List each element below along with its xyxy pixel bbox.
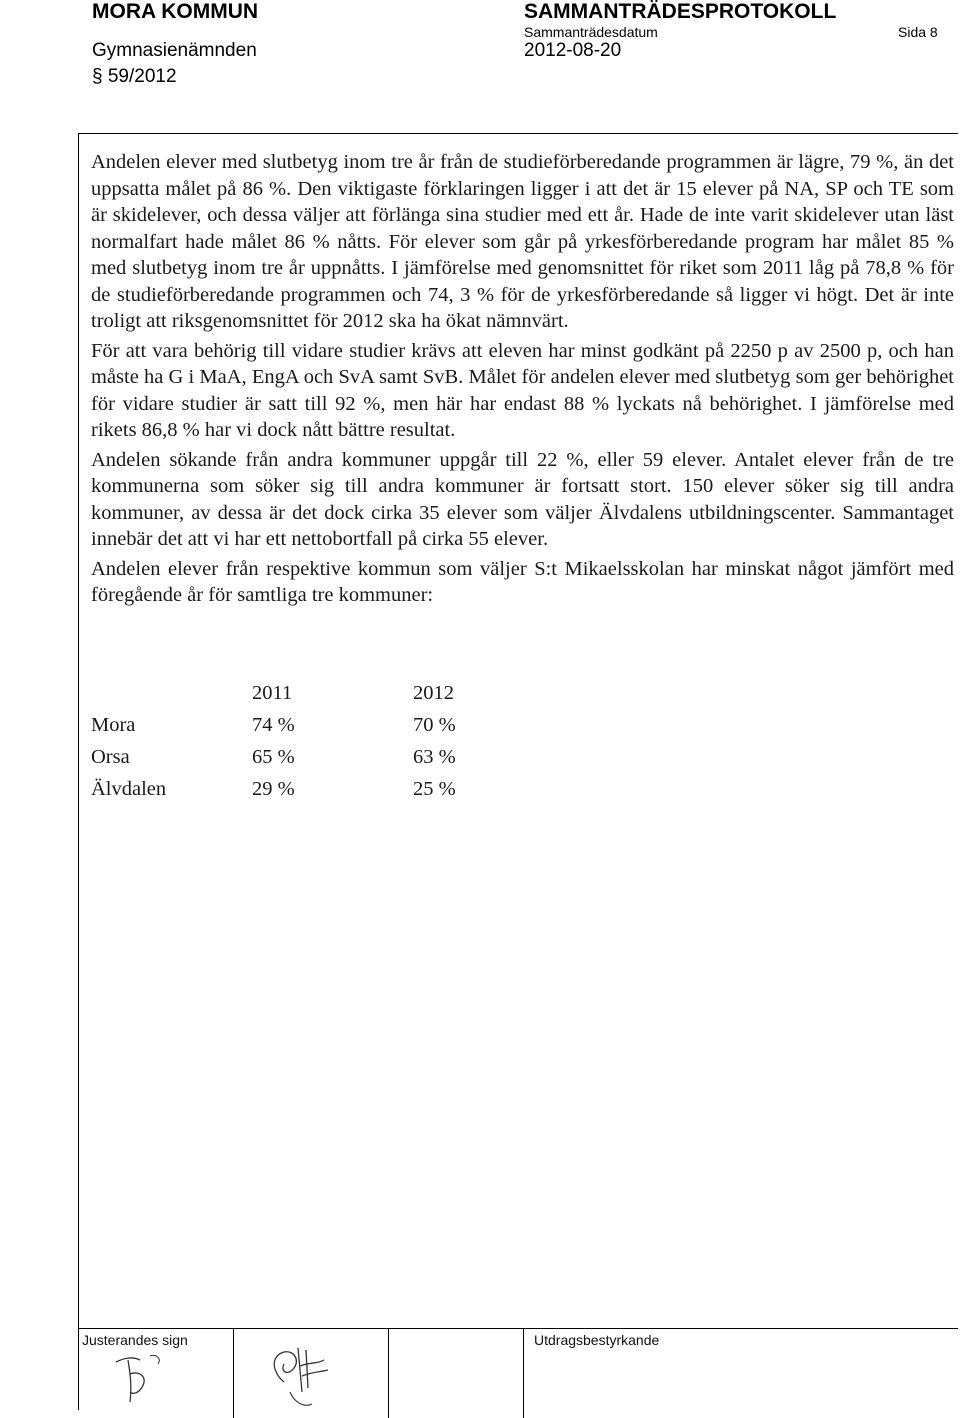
body-paragraph: Andelen sökande från andra kommuner uppgår till 22 %, eller 59 elever. Antalet elever från de tre kommunerna som söker sig till andra kommuner är fortsatt stort. 150 elever söker sig till andra kommuner, av dessa är det dock cirka 35 elever som väljer Älvdalens utbildningscenter. Sammantaget innebär det att vi har ett nettobortfall på cirka 55 elever.: [91, 448, 954, 550]
footer-separator: [523, 1328, 524, 1418]
signature-footer: [78, 1328, 958, 1418]
body-paragraph: Andelen elever med slutbetyg inom tre år från de studieförberedande programmen är lägre, 79 %, än det uppsatta målet på 86 %. Den viktigaste förklaringen ligger i att det är 15 elever på NA, SP och TE som är skidelever, och dessa väljer att förlänga sina studier med ett år. Hade de inte varit skidelever utan läst normalfart hade målet 86 % nåtts. För elever som går på yrkesförberedande program har målet 85 % med slutbetyg inom tre år uppnåtts. I jämförelse med genomsnittet för riket som 2011 låg på 78,8 % för de studieförberedande programmen och 74, 3 % för de yrkesförberedande så ligger vi högt. Det är inte troligt att riksgenomsnittet för 2012 ska ha ökat nämnvärt.: [91, 151, 954, 332]
paragraph-number: § 59/2012: [92, 66, 177, 87]
table-cell: 74 %: [252, 714, 295, 736]
content-left-border: [78, 134, 79, 1410]
footer-separator: [388, 1328, 389, 1418]
committee-name: Gymnasienämnden: [92, 40, 257, 61]
table-cell: 65 %: [252, 746, 295, 768]
organization-name: MORA KOMMUN: [92, 0, 259, 23]
content-top-border: [78, 133, 958, 134]
signers-label: Justerandes sign: [82, 1332, 188, 1348]
table-header-cell: 2012: [413, 682, 454, 704]
table-header-cell: 2011: [252, 682, 293, 704]
table-cell: Älvdalen: [91, 778, 167, 800]
body-paragraph: Andelen elever från respektive kommun som väljer S:t Mikaelsskolan har minskat något jämfört med föregående år för samtliga tre kommuner:: [91, 557, 954, 606]
table-cell: 29 %: [252, 778, 295, 800]
table-cell: 25 %: [413, 778, 456, 800]
page-number: Sida 8: [898, 24, 938, 40]
footer-separator: [233, 1328, 234, 1418]
protocol-body: [91, 149, 954, 612]
signature-initials-1: [110, 1348, 180, 1410]
certification-label: Utdragsbestyrkande: [534, 1332, 660, 1348]
table-cell: Orsa: [91, 746, 130, 768]
meeting-date-label: Sammanträdesdatum: [524, 24, 658, 40]
table-cell: Mora: [91, 714, 136, 736]
footer-divider: [78, 1328, 958, 1329]
body-paragraph: För att vara behörig till vidare studier krävs att eleven har minst godkänt på 2250 p av 2500 p, och han måste ha G i MaA, EngA och SvA samt SvB. Målet för andelen elever med slutbetyg som ger behörighet för vidare studier är satt till 92 %, men här har endast 88 % lyckats nå behörighet. I jämförelse med rikets 86,8 % har vi dock nått bättre resultat.: [91, 339, 954, 441]
signature-initials-2: [254, 1342, 364, 1416]
meeting-date: 2012-08-20: [524, 40, 622, 61]
document-title: SAMMANTRÄDESPROTOKOLL: [524, 0, 837, 23]
table-cell: 63 %: [413, 746, 456, 768]
table-cell: 70 %: [413, 714, 456, 736]
